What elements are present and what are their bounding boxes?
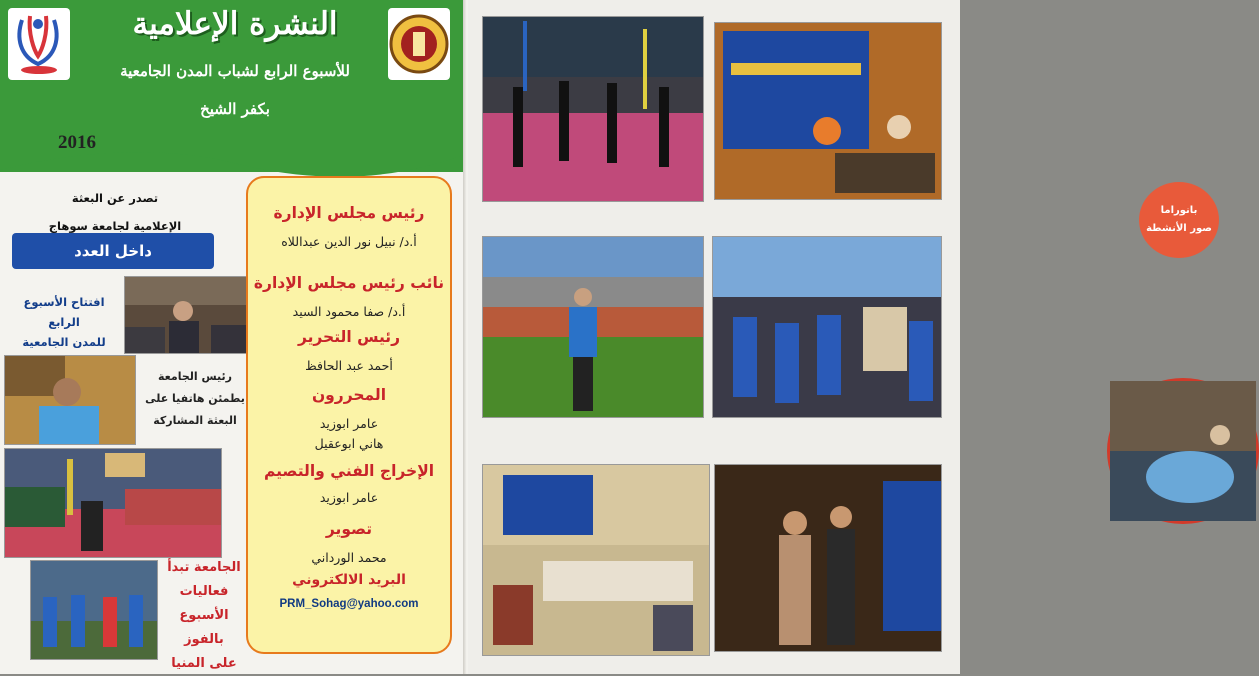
president-caption-line1: رئيس الجامعة xyxy=(158,370,232,383)
blue-team-march-photo xyxy=(712,236,942,418)
panorama-badge xyxy=(1139,182,1219,258)
editors-role: المحررون xyxy=(311,386,387,404)
opening-caption xyxy=(8,292,120,352)
conference-stage-photo xyxy=(714,22,942,200)
issued-by xyxy=(10,184,220,240)
president-caption xyxy=(140,366,250,432)
first-win-caption-line1: الجامعة تبدأ xyxy=(167,560,241,575)
editorial-staff-box xyxy=(246,176,452,654)
photography-role: تصوير xyxy=(325,520,373,538)
contents-heading: داخل العدد xyxy=(12,233,214,269)
panorama-page xyxy=(468,0,1212,674)
first-win-caption xyxy=(160,556,248,676)
vice-chair-name: أ.د/ صفا محمود السيد xyxy=(292,304,406,319)
editor-in-chief-role: رئيس التحرير xyxy=(297,328,401,346)
editor-2-name: هاني ابوعقيل xyxy=(314,436,384,451)
issued-by-line1: تصدر عن البعثة xyxy=(71,191,159,205)
opening-caption-line1: افتتاح الأسبوع الرابع xyxy=(23,295,105,329)
university-logo xyxy=(388,8,450,80)
stadium-coach-photo xyxy=(482,236,704,418)
first-win-caption-line2: فعاليات xyxy=(179,584,229,599)
email-role: البريد الالكتروني xyxy=(292,572,406,588)
football-match-photo xyxy=(30,560,158,660)
editor-1-name: عامر ابوزيد xyxy=(319,416,379,431)
contact-email[interactable]: PRM_Sohag@yahoo.com xyxy=(279,598,419,610)
president-caption-line3: البعثة المشاركة xyxy=(153,414,237,427)
newsletter-subtitle: للأسبوع الرابع لشباب المدن الجامعية xyxy=(120,62,350,80)
president-caption-line2: يطمئن هاتفيا على xyxy=(145,392,245,405)
meeting-circle-photo xyxy=(1107,378,1259,524)
first-win-caption-line3: الأسبوع بالفوز xyxy=(179,608,229,647)
vice-chair-role: نائب رئيس مجلس الإدارة xyxy=(253,274,445,292)
front-cover-page xyxy=(0,0,466,674)
design-role: الإخراج الفني والتصيم xyxy=(263,462,435,480)
newsletter-title: النشرة الإعلامية xyxy=(132,6,338,42)
panorama-badge-line1: بانوراما xyxy=(1160,205,1198,216)
newsletter-location: بكفر الشيخ xyxy=(200,100,270,118)
board-chair-name: أ.د/ نبيل نور الدين عبداللاه xyxy=(281,234,417,249)
first-win-caption-line4: على المنيا xyxy=(171,656,237,671)
issued-by-line2: الإعلامية لجامعة سوهاج xyxy=(48,219,182,233)
issue-year: 2016 xyxy=(58,132,96,153)
delegation-parade-photo xyxy=(4,448,222,558)
design-name: عامر ابوزيد xyxy=(319,490,379,505)
opening-ceremony-photo xyxy=(124,276,249,354)
president-phone-photo xyxy=(4,355,136,445)
workshop-table-photo xyxy=(482,464,710,656)
week-logo xyxy=(8,8,70,80)
photographer-name: محمد الورداني xyxy=(311,550,387,565)
panorama-badge-line2: صور الأنشطة xyxy=(1146,223,1212,234)
editor-in-chief-name: أحمد عبد الحافظ xyxy=(305,358,393,373)
opening-caption-line2: للمدن الجامعية xyxy=(22,335,106,349)
performance-stage-photo xyxy=(714,464,942,652)
parade-field-photo xyxy=(482,16,704,202)
board-chair-role: رئيس مجلس الإدارة xyxy=(273,204,425,222)
